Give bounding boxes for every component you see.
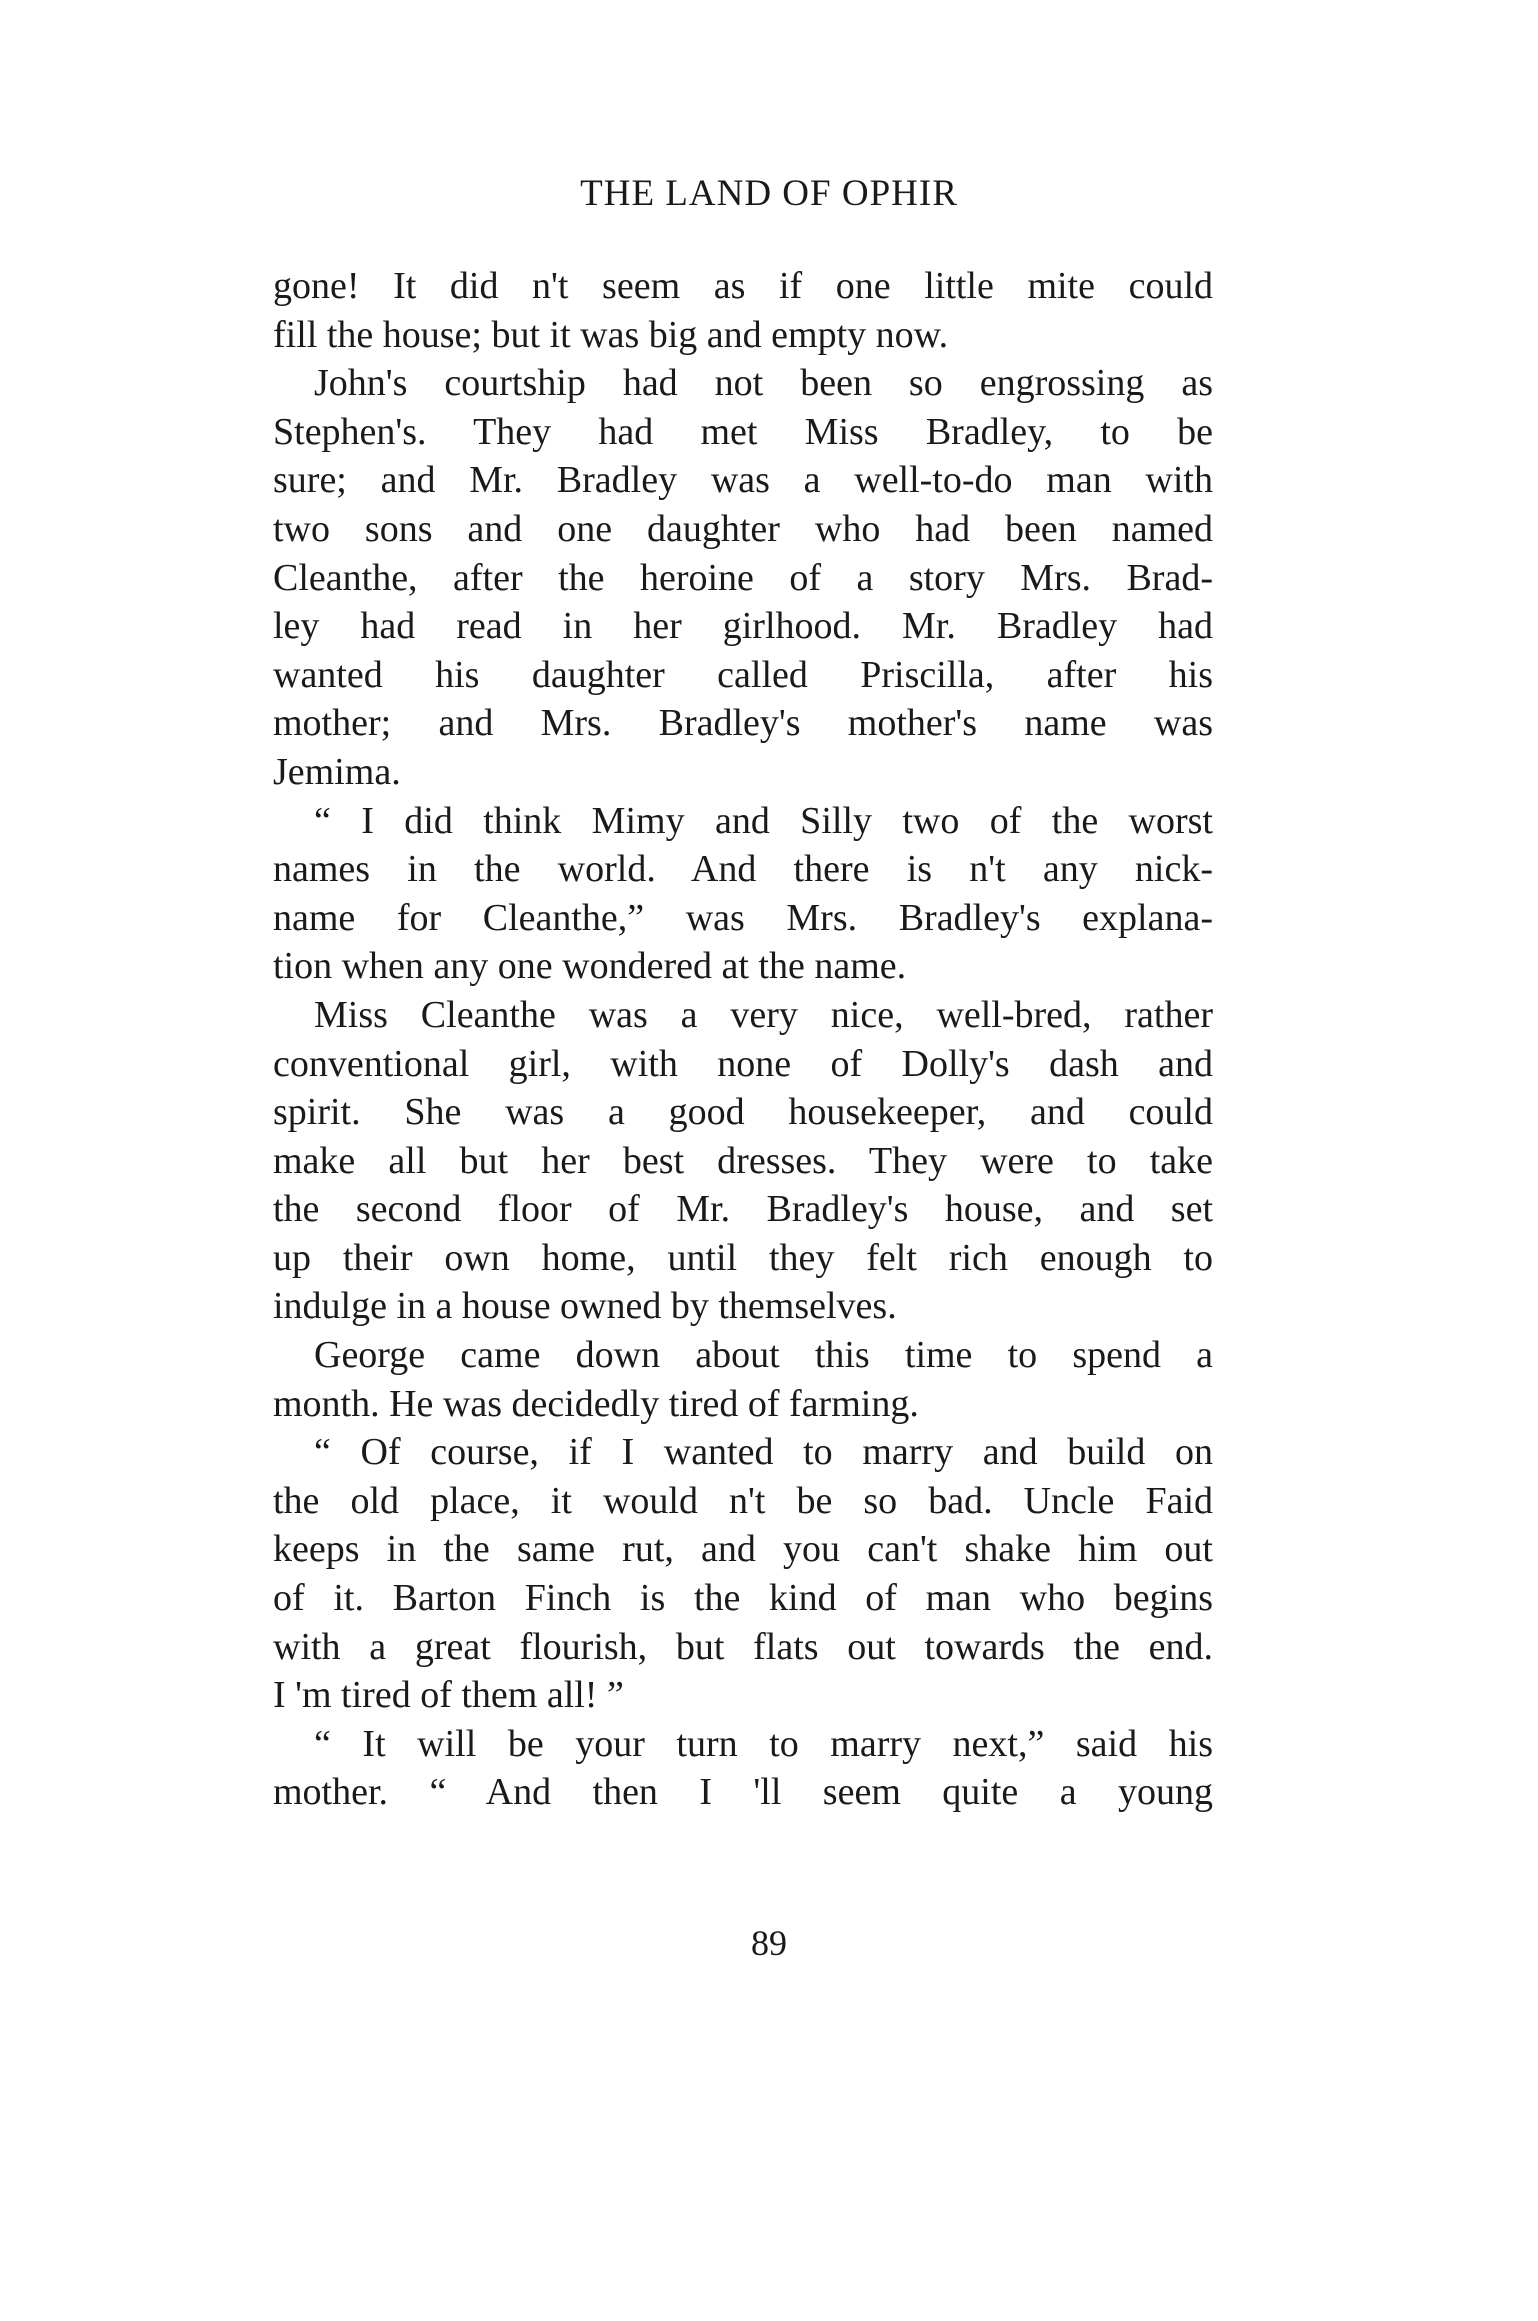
text-line: mother; and Mrs. Bradley's mother's name was bbox=[273, 702, 1213, 745]
text-line: Stephen's. They had met Miss Bradley, to be bbox=[273, 410, 1213, 453]
text-line: indulge in a house owned by themselves. bbox=[273, 1285, 897, 1328]
body-text bbox=[273, 262, 1213, 1817]
text-line: with a great flourish, but flats out towards the end. bbox=[273, 1625, 1213, 1668]
running-title: THE LAND OF OPHIR bbox=[580, 173, 958, 214]
text-line: the old place, it would n't be so bad. Uncle Faid bbox=[273, 1479, 1213, 1522]
text-line: names in the world. And there is n't any nick- bbox=[273, 848, 1213, 891]
page-number: 89 bbox=[751, 1923, 787, 1963]
text-line: name for Cleanthe,” was Mrs. Bradley's explana- bbox=[273, 896, 1213, 939]
text-line: up their own home, until they felt rich enough to bbox=[273, 1236, 1213, 1279]
text-line: George came down about this time to spend a bbox=[314, 1334, 1213, 1377]
text-line: “ I did think Mimy and Silly two of the worst bbox=[314, 799, 1213, 842]
text-line: sure; and Mr. Bradley was a well-to-do man with bbox=[273, 459, 1213, 502]
text-line: the second floor of Mr. Bradley's house, and set bbox=[273, 1188, 1213, 1231]
text-line: “ Of course, if I wanted to marry and build on bbox=[314, 1431, 1213, 1474]
text-line: I 'm tired of them all! ” bbox=[273, 1674, 624, 1717]
text-line: conventional girl, with none of Dolly's dash and bbox=[273, 1042, 1213, 1085]
text-line: spirit. She was a good housekeeper, and could bbox=[273, 1091, 1213, 1134]
text-line: tion when any one wondered at the name. bbox=[273, 945, 907, 988]
text-line: ley had read in her girlhood. Mr. Bradley had bbox=[273, 605, 1213, 648]
text-line: John's courtship had not been so engrossing as bbox=[314, 362, 1213, 405]
text-line: gone! It did n't seem as if one little mite could bbox=[273, 265, 1213, 307]
text-line: of it. Barton Finch is the kind of man who begins bbox=[273, 1577, 1213, 1620]
text-line: make all but her best dresses. They were to take bbox=[273, 1139, 1213, 1182]
text-line: mother. “ And then I 'll seem quite a young bbox=[273, 1771, 1213, 1814]
text-line: Cleanthe, after the heroine of a story Mrs. Brad- bbox=[273, 556, 1213, 599]
text-line: “ It will be your turn to marry next,” said his bbox=[314, 1722, 1213, 1765]
text-line: fill the house; but it was big and empty now. bbox=[273, 313, 949, 356]
text-line: keeps in the same rut, and you can't shake him out bbox=[273, 1528, 1213, 1571]
text-line: Jemima. bbox=[273, 750, 401, 793]
text-line: Miss Cleanthe was a very nice, well-bred, rather bbox=[314, 993, 1213, 1036]
text-line: two sons and one daughter who had been named bbox=[273, 507, 1213, 550]
text-line: month. He was decidedly tired of farming. bbox=[273, 1382, 919, 1425]
text-line: wanted his daughter called Priscilla, after his bbox=[273, 653, 1213, 696]
